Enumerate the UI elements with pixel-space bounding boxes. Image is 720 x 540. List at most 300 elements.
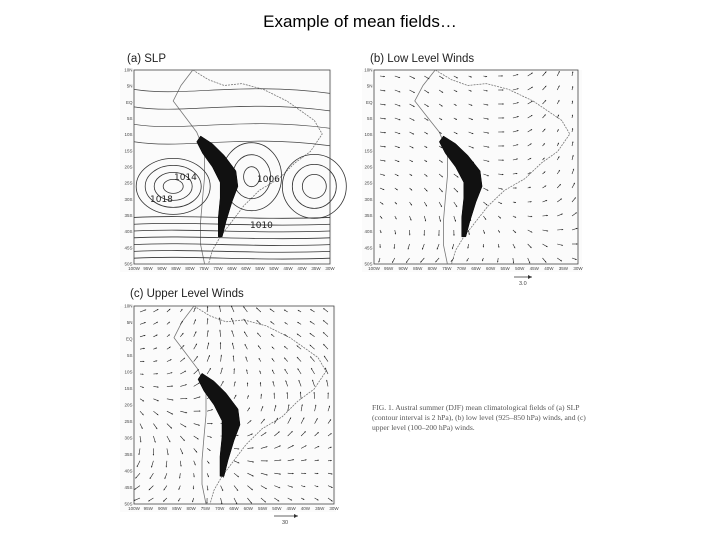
wind-vector	[513, 159, 518, 161]
wind-vector	[557, 244, 563, 246]
wind-vector	[247, 473, 253, 476]
lat-tick-label: 45S	[124, 245, 133, 251]
wind-vector	[315, 418, 318, 423]
wind-vector	[328, 460, 332, 462]
wind-vector	[557, 129, 558, 132]
wind-vector	[483, 230, 485, 234]
wind-vector	[315, 473, 319, 475]
wind-vector	[395, 146, 400, 148]
wind-vector	[194, 383, 200, 387]
wind-vector	[498, 89, 503, 90]
wind-vector	[380, 90, 385, 92]
wind-vector	[148, 498, 153, 501]
wind-vector	[513, 258, 514, 263]
wind-vector	[138, 448, 140, 455]
wind-vector	[194, 308, 196, 313]
lon-tick-label: 90W	[157, 506, 168, 511]
wind-vector	[270, 321, 274, 324]
wind-vector	[454, 188, 458, 192]
wind-vector	[543, 215, 548, 217]
lon-tick-label: 35W	[311, 266, 321, 271]
lon-tick-label: 50W	[269, 266, 279, 271]
wind-vector	[513, 144, 518, 146]
wind-vector	[300, 392, 302, 399]
wind-vector	[271, 334, 274, 337]
wind-vector	[179, 473, 180, 478]
wind-vector	[468, 230, 470, 235]
wind-vector	[557, 86, 559, 91]
lon-tick-label: 60W	[243, 506, 253, 511]
wind-vector	[167, 385, 173, 387]
wind-vector	[207, 318, 208, 324]
wind-vector	[301, 418, 304, 424]
wind-vector	[180, 309, 182, 312]
wind-vector	[219, 330, 220, 337]
wind-vector	[261, 486, 267, 489]
wind-vector	[543, 114, 546, 118]
wind-vector	[221, 381, 224, 386]
wind-vector	[410, 104, 415, 107]
wind-vector	[194, 436, 199, 439]
wind-vector	[543, 186, 547, 188]
wind-vector	[274, 446, 280, 449]
lon-tick-label: 80W	[427, 266, 437, 271]
wind-vector	[288, 431, 293, 436]
wind-vector	[312, 380, 314, 387]
wind-vector	[395, 202, 397, 204]
wind-vector	[167, 411, 173, 414]
lat-tick-label: 25S	[124, 180, 133, 186]
wind-vector	[439, 188, 443, 192]
wind-vector	[234, 486, 238, 491]
wind-vector	[410, 76, 415, 79]
wind-vector	[165, 473, 167, 479]
lat-tick-label: 20S	[364, 164, 373, 170]
wind-vector	[297, 357, 301, 362]
wind-vector	[439, 118, 442, 120]
wind-vector	[298, 368, 302, 374]
wind-vector	[167, 335, 170, 337]
lat-tick-label: 40S	[364, 229, 373, 235]
wind-vector	[274, 498, 279, 501]
lat-tick-label: 30S	[124, 435, 133, 441]
wind-vector	[232, 330, 235, 337]
wind-vector	[232, 343, 234, 349]
wind-vector	[274, 432, 279, 437]
wind-vector	[310, 321, 315, 324]
wind-vector	[498, 103, 504, 104]
wind-vector	[153, 399, 158, 401]
lon-tick-label: 60W	[485, 266, 496, 271]
wind-vector	[288, 498, 292, 500]
wind-vector	[301, 498, 304, 500]
wind-vector	[557, 199, 562, 202]
lat-tick-label: 5S	[126, 353, 133, 358]
contour-label-1018: 1018	[150, 195, 173, 205]
wind-vector	[395, 230, 397, 234]
wind-vector	[324, 356, 328, 362]
wind-vector	[258, 345, 261, 349]
wind-vector	[410, 174, 413, 176]
wind-vector	[134, 486, 140, 490]
wind-vector	[167, 436, 170, 442]
wind-vector	[287, 392, 289, 399]
lat-tick-label: 45S	[364, 245, 373, 251]
wind-vector	[194, 410, 201, 411]
wind-vector	[424, 146, 427, 148]
wind-vector	[528, 158, 532, 160]
wind-vector	[311, 368, 315, 374]
wind-vector	[310, 333, 315, 337]
lat-tick-label: 30S	[124, 196, 133, 202]
wind-vector	[395, 118, 401, 120]
wind-vector	[483, 202, 487, 205]
wind-vector	[180, 411, 187, 413]
lon-tick-label: 70W	[215, 506, 225, 511]
wind-vector	[153, 322, 158, 325]
wind-vector	[572, 128, 573, 132]
wind-vector	[435, 258, 439, 262]
wind-vector	[180, 398, 187, 399]
wind-vector	[180, 321, 183, 325]
wind-vector	[167, 399, 173, 401]
wind-vector	[424, 188, 427, 191]
wind-vector	[454, 216, 456, 222]
wind-vector	[153, 373, 158, 374]
wind-vector	[164, 486, 167, 491]
wind-vector	[483, 174, 489, 176]
wind-vector	[234, 381, 236, 386]
wind-vector	[180, 333, 183, 337]
wind-vector	[207, 461, 209, 464]
slide-title: Example of mean fields…	[263, 12, 457, 31]
wind-vector	[207, 448, 210, 450]
wind-vector	[234, 473, 239, 477]
wind-vector	[469, 132, 474, 134]
wind-vector	[543, 129, 546, 132]
wind-vector	[140, 411, 144, 415]
lon-tick-label: 95W	[143, 506, 153, 511]
wind-vector	[221, 486, 224, 491]
wind-vector	[285, 380, 287, 386]
lat-tick-label: EQ	[125, 336, 133, 342]
wind-vector	[247, 383, 249, 387]
wind-vector	[149, 486, 154, 491]
wind-vector	[454, 90, 457, 92]
wind-vector	[194, 461, 196, 465]
lat-tick-label: 35S	[364, 213, 373, 218]
lon-tick-label: 90W	[398, 266, 408, 271]
wind-vector	[498, 145, 504, 147]
wind-vector	[247, 486, 252, 491]
lon-tick-label: 45W	[283, 266, 293, 271]
wind-vector	[380, 132, 386, 134]
lon-tick-label: 75W	[199, 266, 209, 271]
wind-vector	[439, 174, 443, 177]
wind-vector	[557, 115, 559, 118]
lon-tick-label: 55W	[257, 506, 268, 511]
wind-vector	[424, 230, 425, 236]
wind-vector	[179, 486, 181, 490]
lon-tick-label: 75W	[442, 266, 452, 271]
lon-tick-label: 30W	[325, 266, 335, 271]
wind-vector	[543, 86, 547, 90]
wind-vector	[314, 392, 315, 399]
wind-vector	[497, 258, 499, 262]
wind-vector	[543, 143, 545, 146]
lon-tick-label: 70W	[213, 266, 223, 271]
wind-vector	[323, 320, 328, 324]
wind-vector	[301, 446, 306, 449]
wind-vector	[392, 258, 395, 263]
wind-vector	[194, 448, 197, 452]
wind-vector	[498, 216, 501, 218]
wind-vector	[327, 393, 329, 399]
wind-vector	[140, 335, 145, 337]
wind-vector	[513, 202, 516, 204]
wind-vector	[557, 143, 559, 146]
wind-vector	[166, 461, 168, 468]
wind-vector	[301, 431, 306, 436]
wind-vector	[528, 230, 533, 232]
lon-tick-label: 50W	[515, 266, 525, 271]
lat-tick-label: 45S	[124, 485, 133, 490]
wind-vector	[153, 436, 155, 443]
wind-vector	[557, 184, 561, 188]
wind-vector	[207, 330, 209, 337]
wind-vector	[410, 188, 413, 190]
wind-vector	[410, 160, 413, 162]
wind-vector	[409, 230, 411, 235]
wind-vector	[257, 333, 261, 337]
slp-map	[120, 67, 335, 272]
wind-vector	[167, 424, 172, 429]
wind-vector	[140, 348, 145, 349]
lon-tick-label: 45W	[529, 266, 539, 271]
wind-vector	[180, 358, 185, 362]
lon-tick-label: 30W	[573, 266, 583, 271]
wind-vector	[246, 357, 248, 362]
wind-vector	[315, 460, 319, 461]
wind-vector	[557, 156, 559, 160]
wind-vector	[259, 358, 261, 362]
wind-vector	[163, 498, 167, 502]
lat-tick-label: 5S	[126, 116, 133, 121]
wind-vector	[272, 347, 275, 350]
wind-vector	[328, 433, 332, 436]
wind-vector	[180, 461, 181, 467]
wind-vector	[328, 498, 333, 501]
wind-vector	[513, 244, 515, 248]
lat-tick-label: 20S	[124, 402, 133, 408]
wind-vector	[454, 132, 458, 134]
lon-tick-label: 35W	[315, 506, 325, 511]
wind-vector	[572, 101, 573, 104]
wind-vector	[410, 90, 415, 93]
wind-vector	[410, 216, 412, 221]
wind-vector	[140, 374, 144, 375]
wind-vector	[301, 486, 305, 488]
wind-vector	[206, 498, 207, 504]
low-level-winds-map	[362, 67, 583, 272]
lon-tick-label: 65W	[229, 506, 239, 511]
wind-vector	[572, 228, 578, 230]
wind-vector	[167, 309, 170, 312]
wind-vector	[207, 368, 211, 374]
wind-vector	[498, 202, 502, 204]
wind-vector	[424, 104, 428, 107]
wind-vector	[557, 71, 559, 76]
wind-vector	[310, 309, 314, 312]
wind-vector	[207, 355, 210, 362]
wind-vector	[246, 369, 247, 374]
wind-vector	[543, 230, 549, 232]
wind-vector	[194, 319, 196, 324]
wind-vector	[482, 258, 483, 261]
lat-tick-label: 35S	[124, 452, 133, 457]
wind-vector	[288, 417, 291, 423]
wind-vector	[285, 369, 288, 374]
wind-vector	[498, 117, 504, 119]
wind-vector	[284, 358, 288, 362]
lon-tick-label: 75W	[200, 506, 211, 511]
wind-vector	[513, 216, 516, 218]
wind-vector	[380, 146, 386, 148]
wind-vector	[424, 160, 427, 162]
wind-vector	[424, 202, 427, 206]
wind-vector	[543, 72, 547, 77]
lon-tick-label: 65W	[471, 266, 481, 271]
wind-vector	[247, 420, 251, 423]
wind-vector	[395, 174, 399, 176]
wind-vector	[543, 158, 545, 160]
wind-vector	[572, 197, 576, 202]
wind-vector	[424, 76, 429, 79]
wind-vector	[528, 201, 532, 202]
wind-vector	[140, 310, 146, 313]
contour-label-1014: 1014	[174, 173, 197, 183]
wind-vector	[261, 432, 266, 436]
wind-vector	[437, 244, 439, 250]
wind-vector	[298, 310, 301, 312]
wind-vector	[207, 486, 208, 491]
wind-vector	[528, 87, 533, 90]
wind-vector	[557, 214, 563, 216]
wind-vector	[140, 386, 144, 388]
wind-vector	[288, 445, 294, 448]
wind-vector	[315, 405, 317, 411]
wind-vector	[260, 382, 261, 386]
wind-vector	[483, 188, 488, 191]
wind-vector	[424, 216, 426, 221]
wind-vector	[410, 146, 414, 148]
wind-vector	[528, 144, 532, 147]
lat-tick-label: 15S	[124, 386, 133, 391]
panel-b-label: (b) Low Level Winds	[370, 53, 475, 65]
wind-vector	[301, 404, 303, 411]
wind-vector	[380, 160, 386, 162]
wind-vector	[219, 318, 221, 325]
wind-vector	[167, 347, 171, 349]
wind-vector	[270, 309, 275, 312]
wind-vector	[153, 309, 158, 312]
low-scale-label: 3.0	[519, 281, 527, 287]
wind-vector	[323, 344, 328, 349]
wind-vector	[207, 423, 213, 425]
lat-tick-label: 10N	[124, 67, 133, 73]
wind-vector	[153, 448, 154, 455]
lon-tick-label: 70W	[456, 266, 467, 271]
lon-tick-label: 85W	[413, 266, 423, 271]
wind-vector	[243, 306, 247, 312]
wind-vector	[469, 118, 473, 120]
wind-vector	[543, 100, 547, 104]
lon-tick-label: 35W	[558, 266, 569, 271]
wind-vector	[528, 258, 530, 263]
wind-vector	[498, 188, 503, 190]
wind-vector	[420, 258, 424, 263]
wind-vector	[469, 104, 473, 106]
wind-vector	[410, 202, 412, 205]
wind-vector	[528, 129, 532, 132]
wind-vector	[380, 76, 385, 78]
lon-tick-label: 55W	[500, 266, 510, 271]
wind-vector	[285, 334, 288, 336]
wind-vector	[247, 461, 254, 463]
wind-vector	[323, 308, 328, 312]
wind-vector	[406, 258, 409, 263]
wind-vector	[528, 187, 531, 188]
wind-vector	[137, 461, 140, 467]
wind-vector	[284, 346, 288, 349]
wind-vector	[315, 446, 320, 448]
upper-scale-arrow	[272, 513, 302, 519]
lat-tick-label: 50S	[124, 501, 133, 507]
wind-vector	[395, 188, 398, 190]
wind-vector	[439, 216, 441, 222]
wind-vector	[178, 498, 180, 501]
wind-vector	[180, 436, 184, 441]
lat-tick-label: 25S	[124, 419, 133, 424]
wind-vector	[194, 397, 201, 399]
wind-vector	[194, 356, 198, 361]
wind-vector	[513, 74, 518, 76]
wind-vector	[380, 202, 383, 204]
wind-vector	[380, 188, 384, 190]
lon-tick-label: 60W	[241, 266, 251, 271]
lon-tick-label: 55W	[255, 266, 265, 271]
wind-vector	[180, 371, 186, 374]
wind-vector	[454, 118, 457, 120]
wind-vector	[151, 461, 153, 468]
wind-vector	[140, 322, 146, 324]
wind-vector	[394, 244, 395, 249]
wind-vector	[221, 368, 223, 374]
wind-vector	[483, 90, 487, 91]
wind-vector	[395, 132, 400, 134]
wind-vector	[135, 473, 140, 478]
wind-vector	[422, 244, 424, 250]
wind-vector	[261, 406, 263, 411]
wind-vector	[328, 406, 330, 412]
wind-vector	[219, 306, 221, 313]
wind-vector	[285, 322, 288, 324]
wind-vector	[180, 384, 187, 386]
lon-tick-label: 80W	[185, 266, 195, 271]
lat-tick-label: 10N	[364, 67, 373, 73]
lon-tick-label: 65W	[227, 266, 237, 271]
wind-vector	[272, 370, 274, 374]
